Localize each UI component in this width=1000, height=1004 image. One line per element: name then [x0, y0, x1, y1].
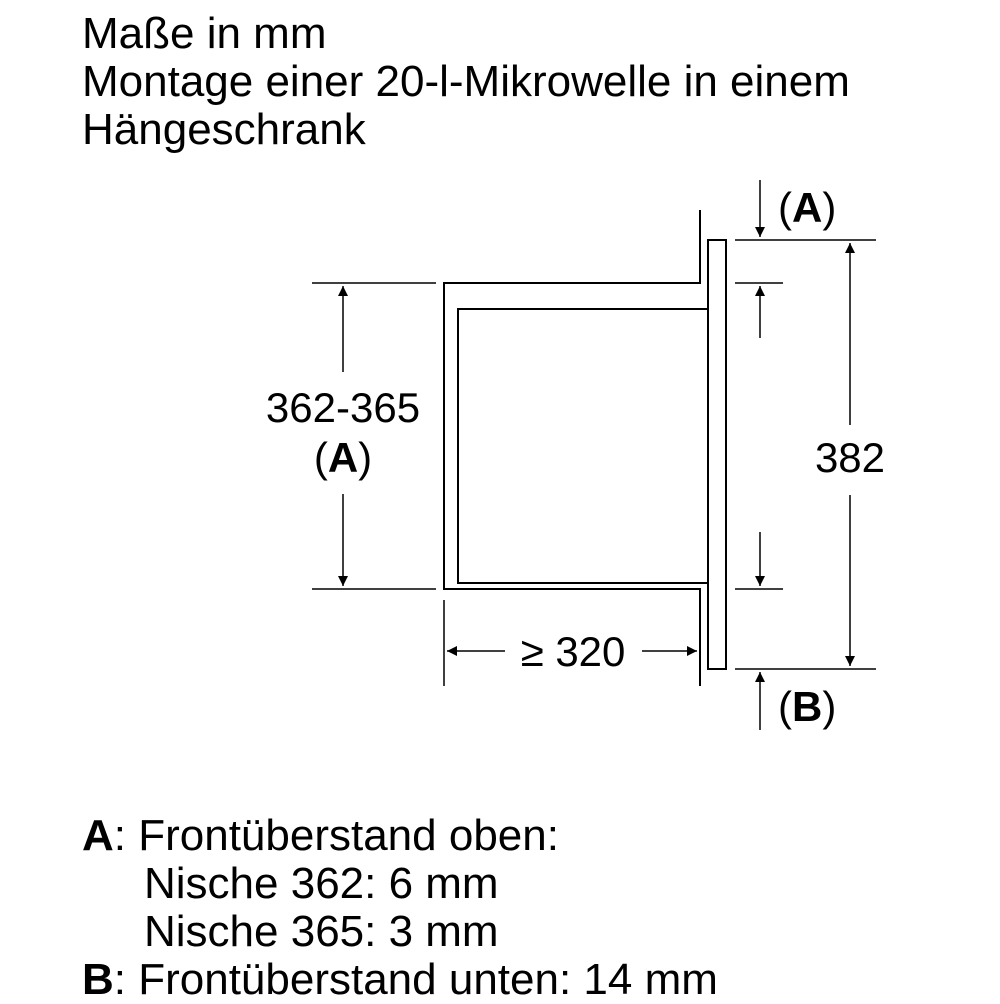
- top-ref-label: (A): [778, 184, 837, 231]
- legend-b-text: : Frontüberstand unten: 14 mm: [113, 955, 718, 1004]
- depth-label: ≥ 320: [520, 628, 626, 675]
- niche-height-ref: A: [327, 434, 359, 481]
- legend: [82, 812, 718, 1004]
- legend-a-line-3: Nische 365: 3 mm: [144, 907, 499, 956]
- title-line-1: Maße in mm: [82, 9, 327, 58]
- legend-a-key: A: [82, 811, 114, 860]
- bottom-ref: B: [792, 683, 823, 730]
- extension-lines: [312, 240, 876, 686]
- cabinet-outer-outline: [444, 210, 700, 686]
- legend-a-text: : Frontüberstand oben:: [113, 811, 559, 860]
- cabinet-inner-outline: [458, 309, 708, 583]
- cabinet-niche: [444, 210, 708, 686]
- title-line-3: Hängeschrank: [82, 105, 366, 154]
- bottom-ref-label: (B): [778, 683, 837, 730]
- title-line-2: Montage einer 20-l-Mikrowelle in einem: [82, 57, 850, 106]
- top-ref: A: [792, 184, 823, 231]
- front-height-label: 382: [814, 434, 886, 481]
- microwave-front-panel: [708, 240, 726, 669]
- legend-b-key: B: [82, 955, 114, 1004]
- niche-height-label: 362-365: [265, 384, 421, 431]
- legend-a: [82, 812, 718, 860]
- niche-height-ref-label: (A): [313, 434, 373, 481]
- legend-a-line-2: Nische 362: 6 mm: [144, 859, 499, 908]
- legend-b: [82, 956, 718, 1004]
